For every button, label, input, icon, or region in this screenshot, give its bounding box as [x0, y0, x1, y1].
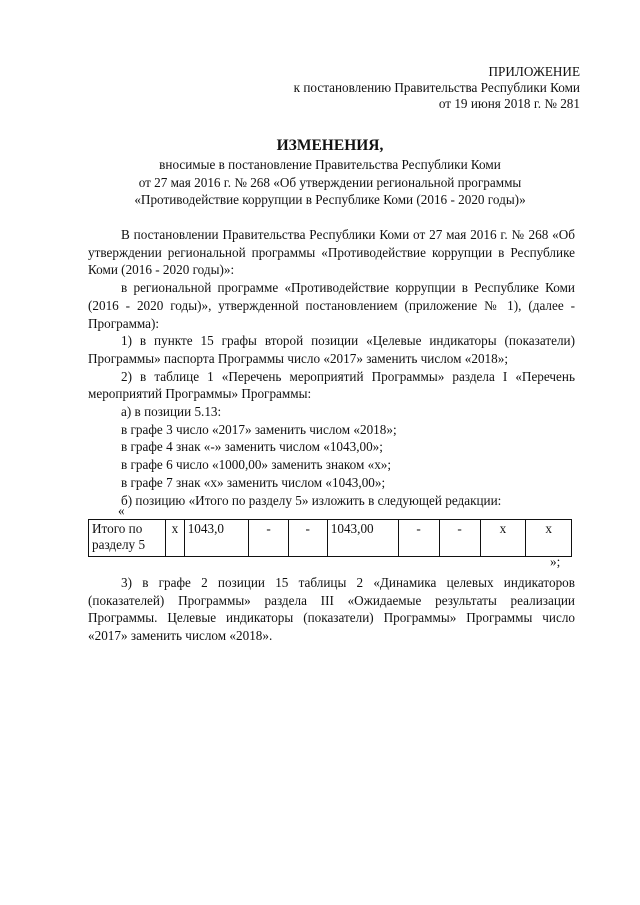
appendix-resolution: к постановлению Правительства Республики Коми	[293, 80, 580, 95]
item-a-4: в графе 7 знак «x» заменить числом «1043,00»;	[121, 474, 386, 490]
item-a-2: в графе 4 знак «-» заменить числом «1043,00»;	[121, 439, 383, 455]
table-cell: -	[249, 520, 288, 557]
table-cell: x	[526, 520, 572, 557]
total-section-5-table	[88, 519, 572, 557]
program-paragraph: в региональной программе «Противодействие коррупции в Республике Коми (2016 - 2020 годы)», утвержденной постановлением (приложение № 1), (далее - Программа):	[88, 280, 575, 331]
appendix-header	[294, 64, 580, 112]
heading-line-3: «Противодействие коррупции в Республике Коми (2016 - 2020 годы)»	[134, 192, 526, 207]
quote-open: «	[118, 503, 125, 518]
table-cell: Итого по разделу 5	[89, 520, 166, 557]
item-a-1: в графе 3 число «2017» заменить числом «2018»;	[121, 421, 397, 437]
appendix-title: ПРИЛОЖЕНИЕ	[488, 64, 580, 79]
table-row	[89, 520, 572, 557]
item-a: а) в позиции 5.13:	[121, 404, 222, 420]
table-cell: 1043,0	[184, 520, 249, 557]
table-cell: -	[398, 520, 439, 557]
item-1: 1) в пункте 15 графы второй позиции «Целевые индикаторы (показатели) Программы» паспорта Программы число «2017» заменить числом «2018»;	[88, 333, 575, 366]
quote-close: »;	[550, 554, 561, 569]
table-cell: -	[439, 520, 480, 557]
item-2: 2) в таблице 1 «Перечень мероприятий Программы» раздела I «Перечень мероприятий Программы» Программы:	[88, 368, 575, 402]
table-cell: x	[480, 520, 526, 557]
item-a-3: в графе 6 число «1000,00» заменить знаком «x»;	[121, 457, 392, 473]
table-cell: x	[166, 520, 184, 557]
appendix-date: от 19 июня 2018 г. № 281	[438, 96, 580, 111]
item-b: б) позицию «Итого по разделу 5» изложить в следующей редакции:	[121, 492, 502, 508]
intro-paragraph: В постановлении Правительства Республики Коми от 27 мая 2016 г. № 268 «Об утверждении региональной программы «Противодействие коррупции в Республике Коми (2016 - 2020 годы)»:	[88, 227, 575, 278]
document-body-continued	[88, 574, 575, 645]
heading-line-1: вносимые в постановление Правительства Республики Коми	[159, 157, 501, 172]
document-title: ИЗМЕНЕНИЯ,	[276, 137, 384, 154]
document-body	[88, 226, 575, 509]
item-3: 3) в графе 2 позиции 15 таблицы 2 «Динамика целевых индикаторов (показателей) Программы» раздела III «Ожидаемые результаты реализации Программы. Целевые индикаторы (показатели) Программы» Программы число «2017» заменить числом «2018».	[88, 575, 575, 644]
heading-line-2: от 27 мая 2016 г. № 268 «Об утверждении региональной программы	[138, 174, 522, 190]
table-cell: -	[288, 520, 327, 557]
table-cell: 1043,00	[327, 520, 398, 557]
document-heading	[80, 136, 580, 209]
